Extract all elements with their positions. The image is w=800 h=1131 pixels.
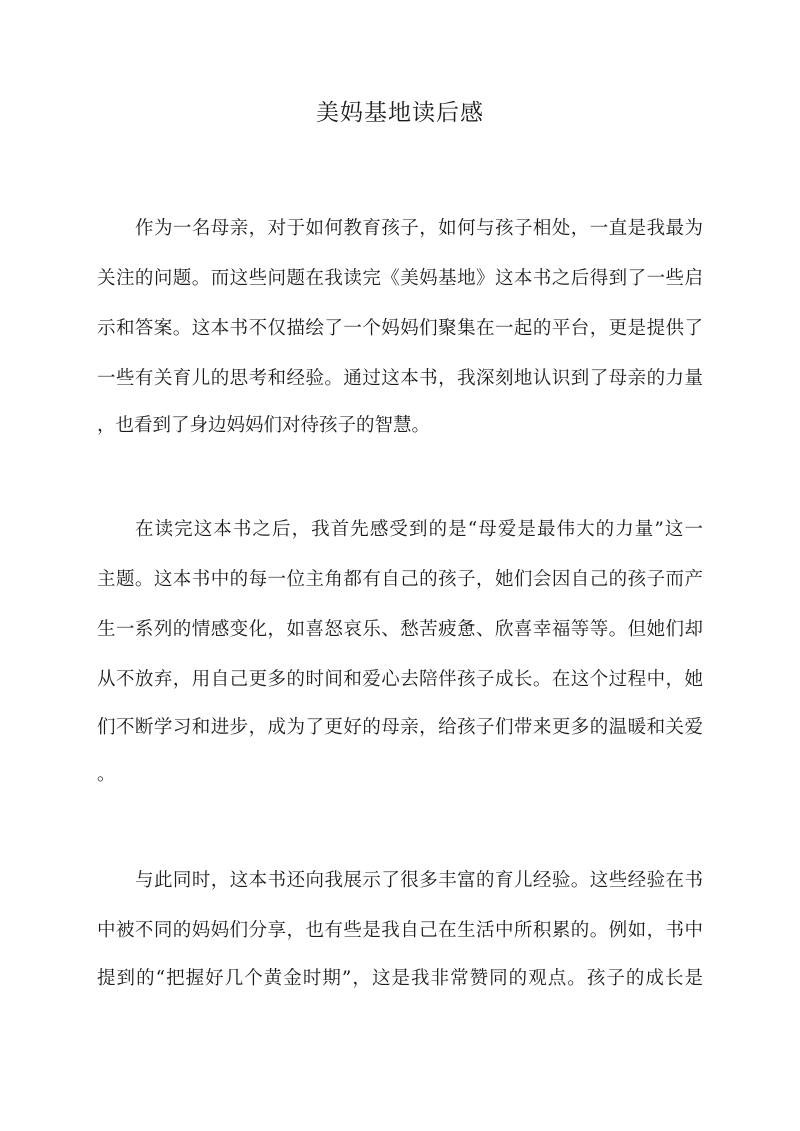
paragraph-line: 在读完这本书之后，我首先感受到的是“母爱是最伟大的力量”这一 [135, 519, 703, 540]
paragraph-line: 一些有关育儿的思考和经验。通过这本书，我深刻地认识到了母亲的力量 [97, 368, 703, 389]
paragraph-line: 关注的问题。而这些问题在我读完《美妈基地》这本书之后得到了一些启 [97, 268, 703, 289]
paragraph-line: 示和答案。这本书不仅描绘了一个妈妈们聚集在一起的平台，更是提供了 [97, 318, 703, 339]
paragraph-line: 从不放弃，用自己更多的时间和爱心去陪伴孩子成长。在这个过程中，她 [97, 669, 703, 690]
paragraph-line: 们不断学习和进步，成为了更好的母亲，给孩子们带来更多的温暖和关爱 [97, 717, 703, 738]
paragraph-line: ，也看到了身边妈妈们对待孩子的智慧。 [97, 415, 431, 436]
paragraph-line: 主题。这本书中的每一位主角都有自己的孩子，她们会因自己的孩子而产 [97, 569, 703, 590]
paragraph-line: 中被不同的妈妈们分享，也有些是我自己在生活中所积累的。例如，书中 [97, 920, 703, 941]
paragraph-line: 与此同时，这本书还向我展示了很多丰富的育儿经验。这些经验在书 [135, 870, 703, 891]
paragraph-line: 作为一名母亲，对于如何教育孩子，如何与孩子相处，一直是我最为 [135, 218, 703, 239]
paragraph-line: 提到的“把握好几个黄金时期”，这是我非常赞同的观点。孩子的成长是 [97, 968, 703, 989]
paragraph-line: 生一系列的情感变化，如喜怒哀乐、愁苦疲惫、欣喜幸福等等。但她们却 [97, 619, 703, 640]
paragraph-line: 。 [97, 764, 116, 785]
page-title: 美妈基地读后感 [316, 100, 484, 126]
